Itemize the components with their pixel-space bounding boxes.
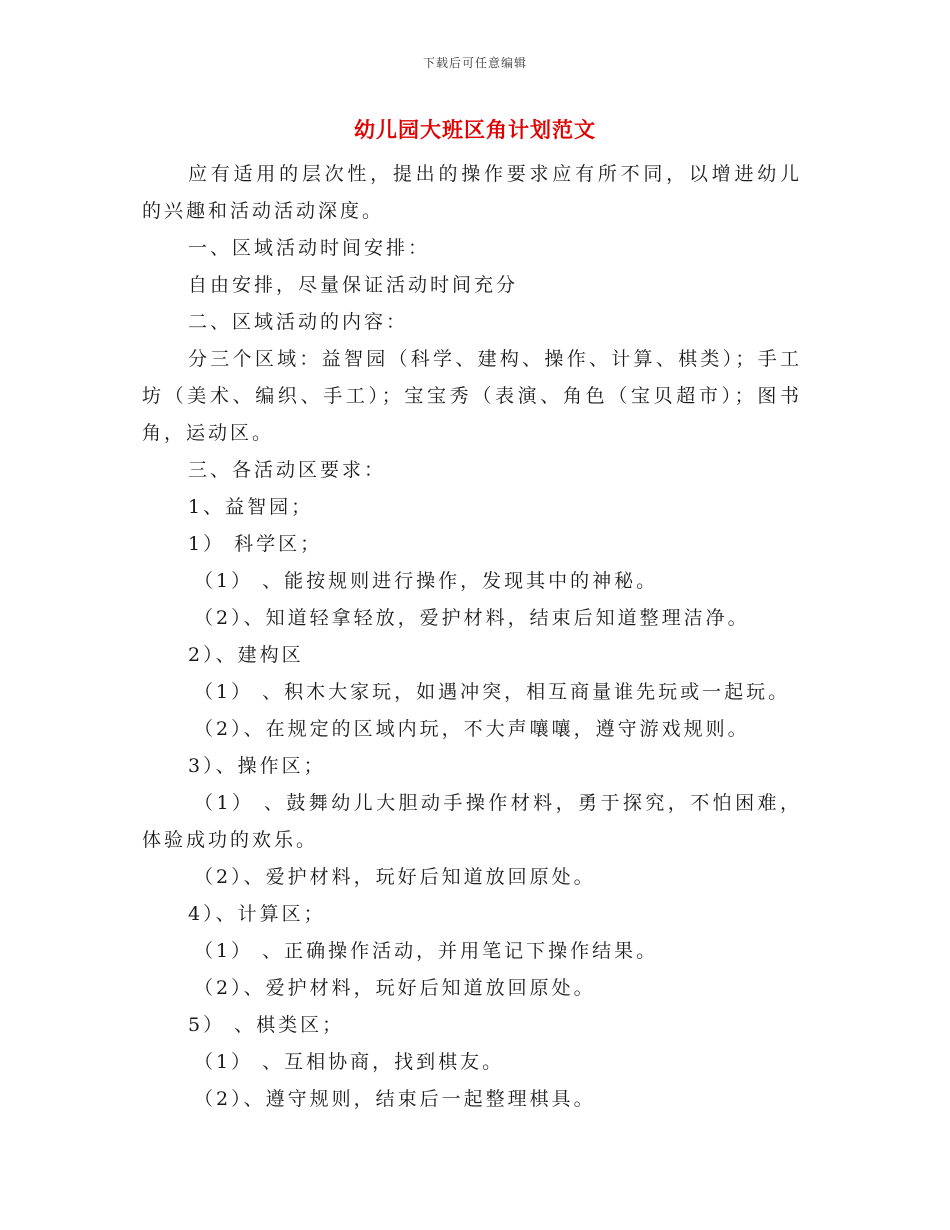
calculation-rule-1: （1） 、正确操作活动，并用笔记下操作结果。 <box>194 940 659 962</box>
section-1-content: 自由安排，尽量保证活动时间充分 <box>188 274 519 296</box>
sub-area-science: 1） 科学区； <box>188 533 323 555</box>
document-body <box>142 156 802 1118</box>
sub-area-construction: 2）、建构区 <box>188 644 304 666</box>
operation-rule-2: （2）、爱护材料，玩好后知道放回原处。 <box>194 866 596 888</box>
header-note: 下载后可任意编辑 <box>422 56 527 70</box>
chess-rule-2: （2）、遵守规则，结束后一起整理棋具。 <box>194 1088 596 1110</box>
calculation-rule-2: （2）、爱护材料，玩好后知道放回原处。 <box>194 977 596 999</box>
area-heading-1: 1、益智园； <box>188 496 314 518</box>
section-heading-1: 一、区域活动时间安排： <box>188 237 431 259</box>
science-rule-1: （1） 、能按规则进行操作，发现其中的神秘。 <box>194 570 659 592</box>
construction-rule-2: （2）、在规定的区域内玩，不大声嚷嚷，遵守游戏规则。 <box>194 718 750 740</box>
operation-rule-1: （1） 、鼓舞幼儿大胆动手操作材料，勇于探究，不怕困难，体验成功的欢乐。 <box>142 792 802 851</box>
section-heading-2: 二、区域活动的内容： <box>188 311 409 333</box>
science-rule-2: （2）、知道轻拿轻放，爱护材料，结束后知道整理洁净。 <box>194 607 750 629</box>
document-title: 幼儿园大班区角计划范文 <box>354 117 596 142</box>
section-2-content: 分三个区域：益智园（科学、建构、操作、计算、棋类）；手工坊（美术、编织、手工）；宝宝秀（表演、角色（宝贝超市）；图书角，运动区。 <box>142 348 802 444</box>
sub-area-calculation: 4）、计算区； <box>188 903 326 925</box>
sub-area-chess: 5） 、棋类区； <box>188 1014 345 1036</box>
construction-rule-1: （1） 、积木大家玩，如遇冲突，相互商量谁先玩或一起玩。 <box>194 681 791 703</box>
section-heading-3: 三、各活动区要求： <box>188 459 387 481</box>
intro-paragraph: 应有适用的层次性，提出的操作要求应有所不同，以增进幼儿的兴趣和活动活动深度。 <box>142 163 802 222</box>
chess-rule-1: （1） 、互相协商，找到棋友。 <box>194 1051 505 1073</box>
sub-area-operation: 3）、操作区； <box>188 755 326 777</box>
